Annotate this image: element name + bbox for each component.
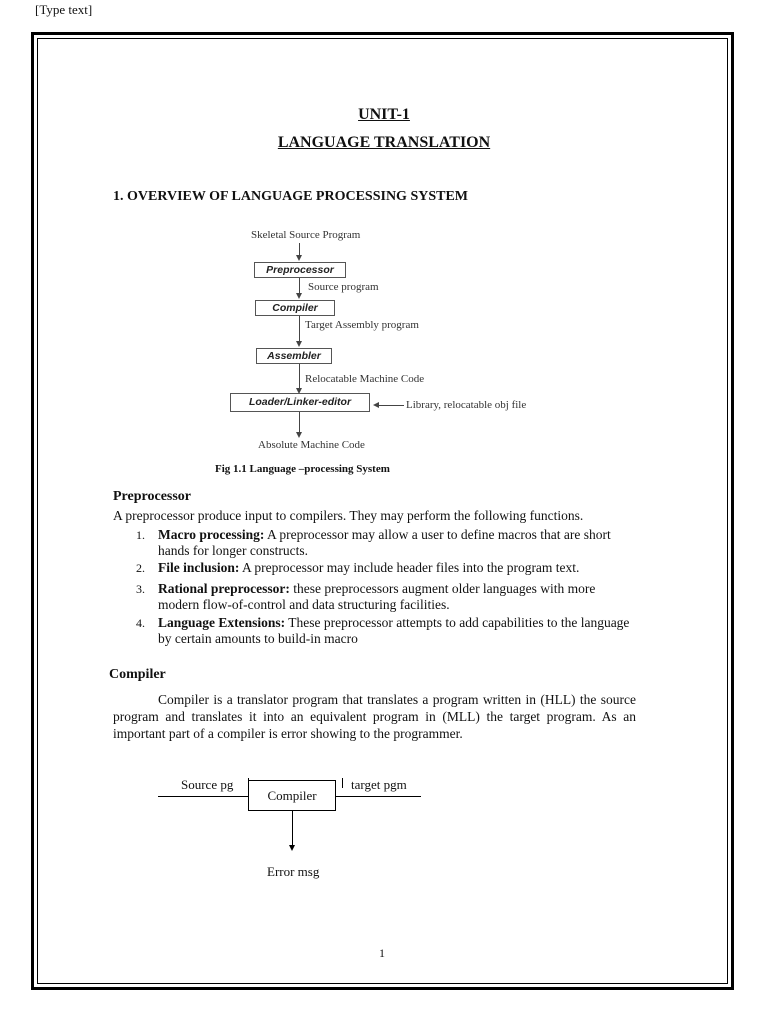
diagram-connector [379, 405, 404, 406]
compiler-error-line [292, 811, 293, 845]
arrow-down-icon [296, 293, 302, 299]
diagram-connector [299, 243, 300, 255]
list-item-term: Rational preprocessor: [158, 581, 290, 596]
preprocessor-heading: Preprocessor [113, 489, 192, 504]
compiler-box: Compiler [255, 300, 335, 316]
diagram-connector [299, 412, 300, 432]
list-item-number: 3. [136, 582, 145, 596]
list-item-text: these preprocessors augment older languages with more modern flow-of-control and data structuring facilities. [158, 581, 596, 612]
diagram-connector [299, 364, 300, 388]
list-item-text: A preprocessor may allow a user to define macros that are short hands for longer constructs. [158, 527, 611, 558]
diagram-final-output-label: Absolute Machine Code [258, 439, 365, 451]
diagram-input-label: Skeletal Source Program [251, 229, 361, 241]
preprocessor-intro: A preprocessor produce input to compilers. They may perform the following functions. [113, 508, 584, 523]
compiler-output-tick [342, 778, 343, 788]
diagram-connector [299, 316, 300, 341]
compiler-output-line [336, 796, 421, 797]
list-item-term: File inclusion: [158, 560, 240, 575]
preprocessor-box: Preprocessor [254, 262, 346, 278]
compiler-diagram-input-label: Source pg [181, 777, 234, 792]
unit-subtitle: LANGUAGE TRANSLATION [277, 134, 491, 151]
list-item-term: Macro processing: [158, 527, 265, 542]
arrow-down-icon [289, 845, 295, 851]
assembler-box: Assembler [256, 348, 332, 364]
list-item-text: A preprocessor may include header files into the program text. [242, 560, 580, 575]
figure-caption: Fig 1.1 Language –processing System [215, 463, 390, 475]
list-item-number: 1. [136, 528, 145, 542]
list-item-number: 2. [136, 561, 145, 575]
list-item-text: These preprocessor attempts to add capabilities to the language by certain amounts to build-in macro [158, 615, 630, 646]
unit-title: UNIT-1 [358, 106, 410, 123]
preprocessor-output-label: Source program [308, 281, 379, 293]
compiler-output-label: Target Assembly program [305, 319, 419, 331]
compiler-heading: Compiler [109, 667, 166, 682]
compiler-diagram-output-label: target pgm [351, 777, 407, 792]
arrow-down-icon [296, 432, 302, 438]
compiler-paragraph: Compiler is a translator program that translates a program written in (HLL) the source program and translates it into an equivalent program in (MLL) the target program. As an important part of a compiler is error showing to the programmer. [113, 692, 636, 741]
loader-linker-box: Loader/Linker-editor [230, 393, 370, 412]
compiler-input-line [158, 796, 249, 797]
list-item-number: 4. [136, 616, 145, 630]
list-item-term: Language Extensions: [158, 615, 286, 630]
diagram-connector [299, 278, 300, 293]
page-number: 1 [379, 946, 385, 960]
side-input-label: Library, relocatable obj file [406, 399, 527, 411]
section-heading: 1. OVERVIEW OF LANGUAGE PROCESSING SYSTEM [113, 189, 469, 204]
compiler-diagram-error-label: Error msg [267, 864, 320, 879]
assembler-output-label: Relocatable Machine Code [305, 373, 425, 385]
arrow-down-icon [296, 341, 302, 347]
compiler-diagram-box: Compiler [248, 780, 336, 811]
header-placeholder-text: [Type text] [35, 2, 93, 17]
arrow-down-icon [296, 255, 302, 261]
